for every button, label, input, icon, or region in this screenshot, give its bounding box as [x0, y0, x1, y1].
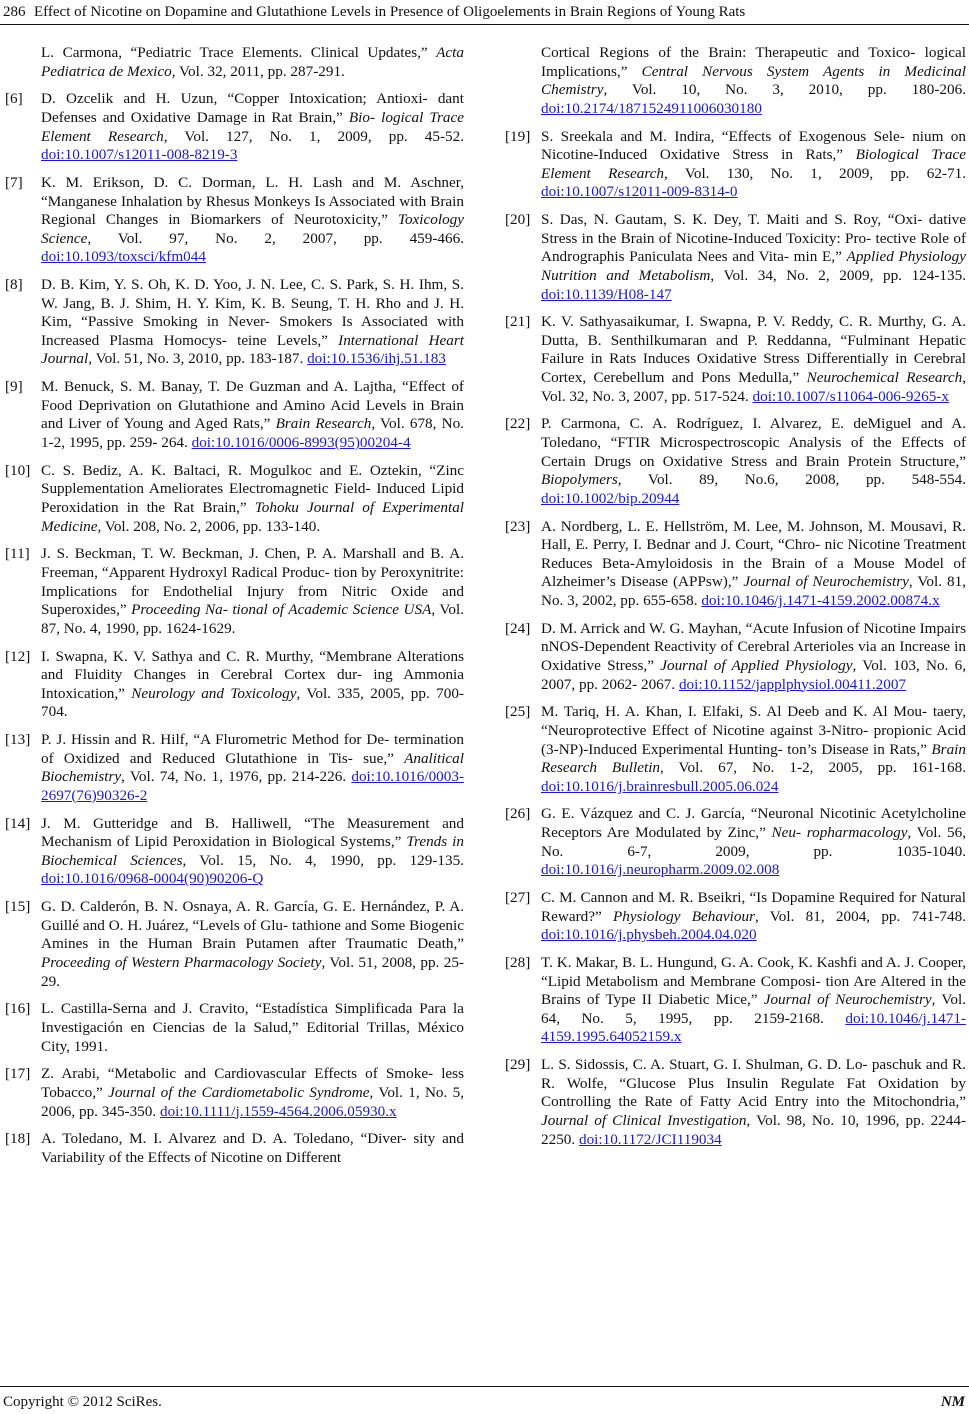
running-title: Effect of Nicotine on Dopamine and Glutathione Levels in Presence of Oligoelements in Brain Regions of Young Rats: [34, 4, 746, 20]
journal-title: Analitical Biochemistry: [41, 749, 464, 786]
reference-number: [27]: [505, 889, 531, 907]
doi-link[interactable]: doi:10.1016/0003-2697(76)90326-2: [41, 768, 464, 804]
reference-entry: [5, 648, 464, 722]
doi-link[interactable]: doi:10.1016/0006-8993(95)00204-4: [191, 434, 411, 452]
reference-text: , Vol. 15, No. 4, 1990, pp. 129-135.: [182, 851, 464, 869]
journal-title: Tohoku Journal of Experimental Medicine: [41, 499, 465, 535]
journal-title: Journal of Neurochemistry: [743, 573, 909, 591]
journal-title: Journal of Clinical Investigation: [541, 1111, 747, 1129]
reference-number: [21]: [505, 313, 531, 331]
doi-link[interactable]: doi:10.1007/s11064-006-9265-x: [752, 387, 949, 405]
reference-number: [8]: [5, 276, 23, 294]
doi-link[interactable]: doi:10.1007/s12011-008-8219-3: [41, 146, 238, 164]
reference-entry: [505, 44, 966, 118]
reference-number: [20]: [505, 211, 531, 229]
reference-text: , Vol. 64, No. 5, 1995, pp. 2159-2168.: [541, 991, 966, 1027]
reference-text: , Vol. 81, No. 3, 2002, pp. 655-658.: [541, 573, 966, 609]
journal-title: Proceeding Na- tional of Academic Science USA: [131, 601, 432, 619]
journal-title: Journal of Applied Physiology: [660, 656, 853, 674]
reference-text: , Vol. 130, No. 1, 2009, pp. 62-71.: [664, 164, 966, 182]
reference-entry: [505, 128, 966, 202]
reference-text: , Vol. 81, 2004, pp. 741-748.: [755, 907, 967, 925]
reference-number: [16]: [5, 1000, 31, 1018]
doi-link[interactable]: doi:10.1152/japplphysiol.00411.2007: [678, 675, 907, 693]
reference-text: L. Carmona, “Pediatric Trace Elements. Clinical Updates,”: [41, 44, 437, 61]
reference-column-right: [505, 44, 966, 1158]
reference-text: , Vol. 51, No. 3, 2010, pp. 183-187.: [88, 350, 308, 368]
reference-entry: [505, 211, 966, 304]
reference-entry: [5, 898, 464, 991]
reference-entry: [5, 44, 464, 81]
doi-link[interactable]: doi:10.1046/j.1471-4159.2002.00874.x: [701, 591, 940, 609]
reference-text: A. Toledano, M. I. Alvarez and D. A. Toledano, “Diver- sity and Variability of the Effects of Nicotine on Different: [41, 1130, 464, 1166]
reference-text: T. K. Makar, B. L. Hungund, G. A. Cook, K. Kashfi and A. J. Cooper, “Lipid Metabolism and Membrane Composi- tion Are Altered in the Brains of Type II Diabetic Mice,”: [541, 954, 966, 1009]
reference-text: , Vol. 74, No. 1, 1976, pp. 214-226.: [121, 768, 352, 786]
reference-number: [17]: [5, 1065, 31, 1083]
running-header: [0, 0, 969, 20]
doi-link[interactable]: doi:10.1139/H08-147: [541, 285, 672, 303]
doi-link[interactable]: doi:10.1536/ihj.51.183: [307, 350, 446, 368]
reference-text: , Vol. 1, No. 5, 2006, pp. 345-350.: [41, 1083, 465, 1120]
reference-number: [28]: [505, 954, 531, 971]
reference-text: S. Das, N. Gautam, S. K. Dey, T. Maiti and S. Roy, “Oxi- dative Stress in the Brain of Nicotine-Induced Toxicity: Pro- tective Role of Andrographis Paniculata Nees and Vita- min E,”: [541, 211, 966, 266]
reference-text: L. Castilla-Serna and J. Cravito, “Estadística Simplificada Para la Investigación en Ciencias de la Salud,” Editorial Trillas, México City, 1991.: [41, 1000, 464, 1055]
reference-text: , Vol. 51, 2008, pp. 25-29.: [41, 954, 464, 990]
reference-number: [13]: [5, 731, 31, 749]
copyright-notice: Copyright © 2012 SciRes.: [3, 1394, 162, 1410]
reference-text: , Vol. 103, No. 6, 2007, pp. 2062- 2067.: [541, 656, 967, 693]
reference-entry: [505, 415, 966, 508]
doi-link[interactable]: doi:10.1016/j.physbeh.2004.04.020: [541, 926, 757, 944]
reference-entry: [5, 276, 464, 369]
reference-text: , Vol. 208, No. 2, 2006, pp. 133-140.: [97, 517, 321, 535]
reference-text: , Vol. 32, No. 3, 2007, pp. 517-524.: [541, 369, 966, 405]
doi-link[interactable]: doi:10.1046/j.1471-4159.1995.64052159.x: [541, 1009, 966, 1046]
reference-number: [29]: [505, 1056, 531, 1074]
reference-entry: [505, 1056, 966, 1149]
reference-number: [15]: [5, 898, 31, 916]
reference-text: G. D. Calderón, B. N. Osnaya, A. R. García, G. E. Hernández, P. A. Guillé and O. H. Juárez, “Levels of Glu- tathione and Some Biogenic Amines in the Human Brain Putamen after Traumatic Death,”: [41, 898, 464, 953]
journal-title: Proceeding of Western Pharmacology Society: [41, 954, 322, 971]
reference-text: P. J. Hissin and R. Hilf, “A Flurometric Method for De- termination of Oxidized and Reduced Glutathione in Tis- sue,”: [41, 731, 464, 767]
journal-title: Biological Trace Element Research: [541, 146, 966, 182]
reference-entry: [5, 378, 464, 452]
doi-link[interactable]: doi:10.1016/j.brainresbull.2005.06.024: [541, 777, 779, 795]
journal-title: Bio- logical Trace Element Research: [41, 108, 464, 145]
reference-number: [12]: [5, 647, 31, 665]
reference-text: , Vol. 34, No. 2, 2009, pp. 124-135.: [710, 266, 966, 284]
reference-entry: [5, 731, 464, 805]
reference-text: K. V. Sathyasaikumar, I. Swapna, P. V. Reddy, C. R. Murthy, G. A. Dutta, B. Senthilkumaran and P. Reddanna, “Fulminant Hepatic Failure in Rats Induces Oxidative Stress Differentially in Cerebral Cortex, Cerebellum and Pons Medulla,”: [541, 313, 966, 387]
reference-text: , Vol. 32, 2011, pp. 287-291.: [171, 62, 345, 80]
reference-entry: [5, 1130, 464, 1167]
doi-link[interactable]: doi:10.1007/s12011-009-8314-0: [541, 183, 738, 201]
journal-title: Neu- ropharmacology: [771, 824, 908, 842]
reference-number: [24]: [505, 619, 531, 637]
reference-number: [22]: [505, 415, 531, 433]
reference-text: I. Swapna, K. V. Sathya and C. R. Murthy, “Membrane Alterations and Fluidity Changes in Cerebral Cortex dur- ing Ammonia Intoxication,”: [41, 647, 464, 702]
reference-text: G. E. Vázquez and C. J. García, “Neuronal Nicotinic Acetylcholine Receptors Are Modulated by Zinc,”: [541, 805, 966, 842]
journal-title: Neurochemical Research: [806, 369, 963, 387]
reference-text: M. Benuck, S. M. Banay, T. De Guzman and A. Lajtha, “Effect of Food Deprivation on Glutathione and Amino Acid Levels in Brain and Liver of Young and Aged Rats,”: [41, 378, 464, 433]
reference-entry: [505, 703, 966, 796]
journal-title: Acta Pediatrica de Mexico: [41, 44, 464, 80]
reference-text: S. Sreekala and M. Indira, “Effects of Exogenous Sele- nium on Nicotine-Induced Oxidative Stress in Rats,”: [541, 127, 966, 164]
doi-link[interactable]: doi:10.1172/JCI119034: [578, 1130, 722, 1148]
journal-title: International Heart Journal: [41, 331, 464, 368]
journal-title: Trends in Biochemical Sciences: [41, 833, 464, 869]
journal-title: Journal of Neurochemistry: [763, 991, 932, 1009]
reference-text: D. B. Kim, Y. S. Oh, K. D. Yoo, J. N. Lee, C. S. Park, S. H. Ihm, S. W. Jang, B. J. Shim, H. Y. Kim, K. B. Seung, T. H. Rho and J. H. Kim, “Passive Smoking in Never- Smokers Is Associated with Increased Plasma Homocys- teine Levels,”: [41, 276, 464, 349]
reference-text: , Vol. 67, No. 1-2, 2005, pp. 161-168.: [660, 759, 966, 777]
reference-number: [25]: [505, 703, 531, 721]
journal-title: Brain Research: [275, 415, 372, 433]
header-rule: [0, 24, 969, 25]
reference-entry: [5, 815, 464, 889]
reference-entry: [5, 90, 464, 164]
journal-title: Central Nervous System Agents in Medicinal Chemistry: [541, 62, 966, 99]
reference-number: [18]: [5, 1130, 31, 1148]
journal-title: Applied Physiology Nutrition and Metabolism: [541, 248, 966, 284]
reference-text: K. M. Erikson, D. C. Dorman, L. H. Lash and M. Aschner, “Manganese Inhalation by Rhesus Monkeys Is Associated with Brain Regional Changes in Biomarkers of Neurotoxicity,”: [41, 173, 464, 229]
reference-entry: [505, 313, 966, 406]
reference-text: P. Carmona, C. A. Rodríguez, I. Alvarez, E. deMiguel and A. Toledano, “FTIR Microspectroscopic Analysis of the Effects of Certain Drugs on Oxidative Stress and Brain Protein Structure,”: [541, 415, 966, 470]
reference-text: , Vol. 127, No. 1, 2009, pp. 45-52.: [163, 127, 464, 145]
reference-number: [7]: [5, 173, 23, 191]
journal-title: Physiology Behaviour: [612, 907, 755, 925]
reference-text: D. Ozcelik and H. Uzun, “Copper Intoxication; Antioxi- dant Defenses and Oxidative Damage in Rat Brain,”: [41, 90, 464, 126]
reference-text: C. S. Bediz, A. K. Baltaci, R. Mogulkoc and E. Oztekin, “Zinc Supplementation Ameliorates Electromagnetic Field- Induced Lipid Peroxidation in the Rat Brain,”: [41, 461, 464, 516]
reference-text: , Vol. 98, No. 10, 1996, pp. 2244-2250.: [541, 1111, 967, 1148]
reference-text: , Vol. 89, No.6, 2008, pp. 548-554.: [617, 471, 966, 489]
reference-entry: [5, 174, 464, 267]
doi-link[interactable]: doi:10.1093/toxsci/kfm044: [41, 248, 206, 266]
reference-entry: [505, 620, 966, 694]
reference-text: , Vol. 87, No. 4, 1990, pp. 1624-1629.: [41, 601, 464, 637]
journal-title: Journal of the Cardiometabolic Syndrome: [108, 1083, 370, 1101]
reference-entry: [505, 889, 966, 945]
reference-text: , Vol. 97, No. 2, 2007, pp. 459-466.: [87, 229, 464, 247]
reference-text: A. Nordberg, L. E. Hellström, M. Lee, M. Johnson, M. Mousavi, R. Hall, E. Perry, I. Bednar and J. Court, “Chro- nic Nicotine Treatment Reduces Beta-Amyloidosis in the Brain of a Mouse Model of Alzheimer’s Disease (APPsw),”: [541, 517, 966, 591]
page-number: 286: [3, 4, 26, 20]
reference-entry: [505, 954, 966, 1047]
doi-link[interactable]: doi:10.1111/j.1559-4564.2006.05930.x: [159, 1102, 397, 1120]
reference-text: Cortical Regions of the Brain: Therapeutic and Toxico- logical Implications,”: [541, 44, 966, 80]
reference-entry: [5, 1065, 464, 1121]
reference-text: D. M. Arrick and W. G. Mayhan, “Acute Infusion of Nicotine Impairs nNOS-Dependent Reactivity of Cerebral Arterioles via an Increase in Oxidative Stress,”: [541, 619, 966, 674]
reference-number: [11]: [5, 545, 30, 563]
journal-title: Toxicology Science: [41, 211, 464, 247]
reference-text: L. S. Sidossis, C. A. Stuart, G. I. Shulman, G. D. Lo- paschuk and R. R. Wolfe, “Glucose Plus Insulin Regulate Fat Oxidation by Controlling the Rate of Fatty Acid Entry into the Mitochondria,”: [541, 1056, 966, 1111]
reference-number: [26]: [505, 805, 531, 823]
reference-entry: [5, 545, 464, 638]
journal-title: Neurology and Toxicology: [131, 684, 297, 702]
journal-abbreviation: NM: [940, 1394, 965, 1410]
reference-number: [14]: [5, 814, 31, 832]
reference-number: [10]: [5, 461, 31, 479]
reference-text: M. Tariq, H. A. Khan, I. Elfaki, S. Al Deeb and K. Al Mou- taery, “Neuroprotective Effect of Nicotine against 3-Nitro- propionic Acid (3-NP)-Induced Experimental Hunting- ton’s Disease in Rats,”: [541, 703, 966, 758]
reference-entry: [505, 805, 966, 879]
reference-entry: [505, 518, 966, 611]
journal-title: Biopolymers: [541, 471, 618, 489]
reference-entry: [5, 1000, 464, 1056]
reference-text: Z. Arabi, “Metabolic and Cardiovascular Effects of Smoke- less Tobacco,”: [41, 1065, 464, 1101]
footer-rule: [0, 1386, 969, 1387]
reference-text: C. M. Cannon and M. R. Bseikri, “Is Dopamine Required for Natural Reward?”: [541, 889, 966, 925]
reference-text: , Vol. 678, No. 1-2, 1995, pp. 259- 264.: [41, 415, 464, 452]
doi-link[interactable]: doi:10.1016/j.neuropharm.2009.02.008: [541, 861, 780, 879]
reference-text: , Vol. 56, No. 6-7, 2009, pp. 1035-1040.: [541, 824, 966, 860]
doi-link[interactable]: doi:10.1002/bip.20944: [541, 489, 680, 507]
journal-title: Brain Research Bulletin: [541, 740, 966, 777]
reference-column-left: [5, 44, 464, 1177]
reference-number: [6]: [5, 90, 23, 108]
reference-text: J. S. Beckman, T. W. Beckman, J. Chen, P. A. Marshall and B. A. Freeman, “Apparent Hydroxyl Radical Produc- tion by Peroxynitrite: Implications for Endothelial Injury from Nitric Oxide and Superoxides,”: [41, 545, 464, 619]
reference-text: , Vol. 335, 2005, pp. 700-704.: [41, 684, 464, 721]
reference-number: [19]: [505, 127, 531, 145]
reference-text: J. M. Gutteridge and B. Halliwell, “The Measurement and Mechanism of Lipid Peroxidation in Biological Systems,”: [41, 814, 464, 851]
doi-link[interactable]: doi:10.1016/0968-0004(90)90206-Q: [41, 870, 264, 888]
reference-entry: [5, 462, 464, 536]
reference-text: , Vol. 10, No. 3, 2010, pp. 180-206.: [603, 81, 966, 99]
reference-number: [9]: [5, 378, 23, 396]
doi-link[interactable]: doi:10.2174/1871524911006030180: [541, 99, 762, 117]
reference-number: [23]: [505, 517, 531, 535]
